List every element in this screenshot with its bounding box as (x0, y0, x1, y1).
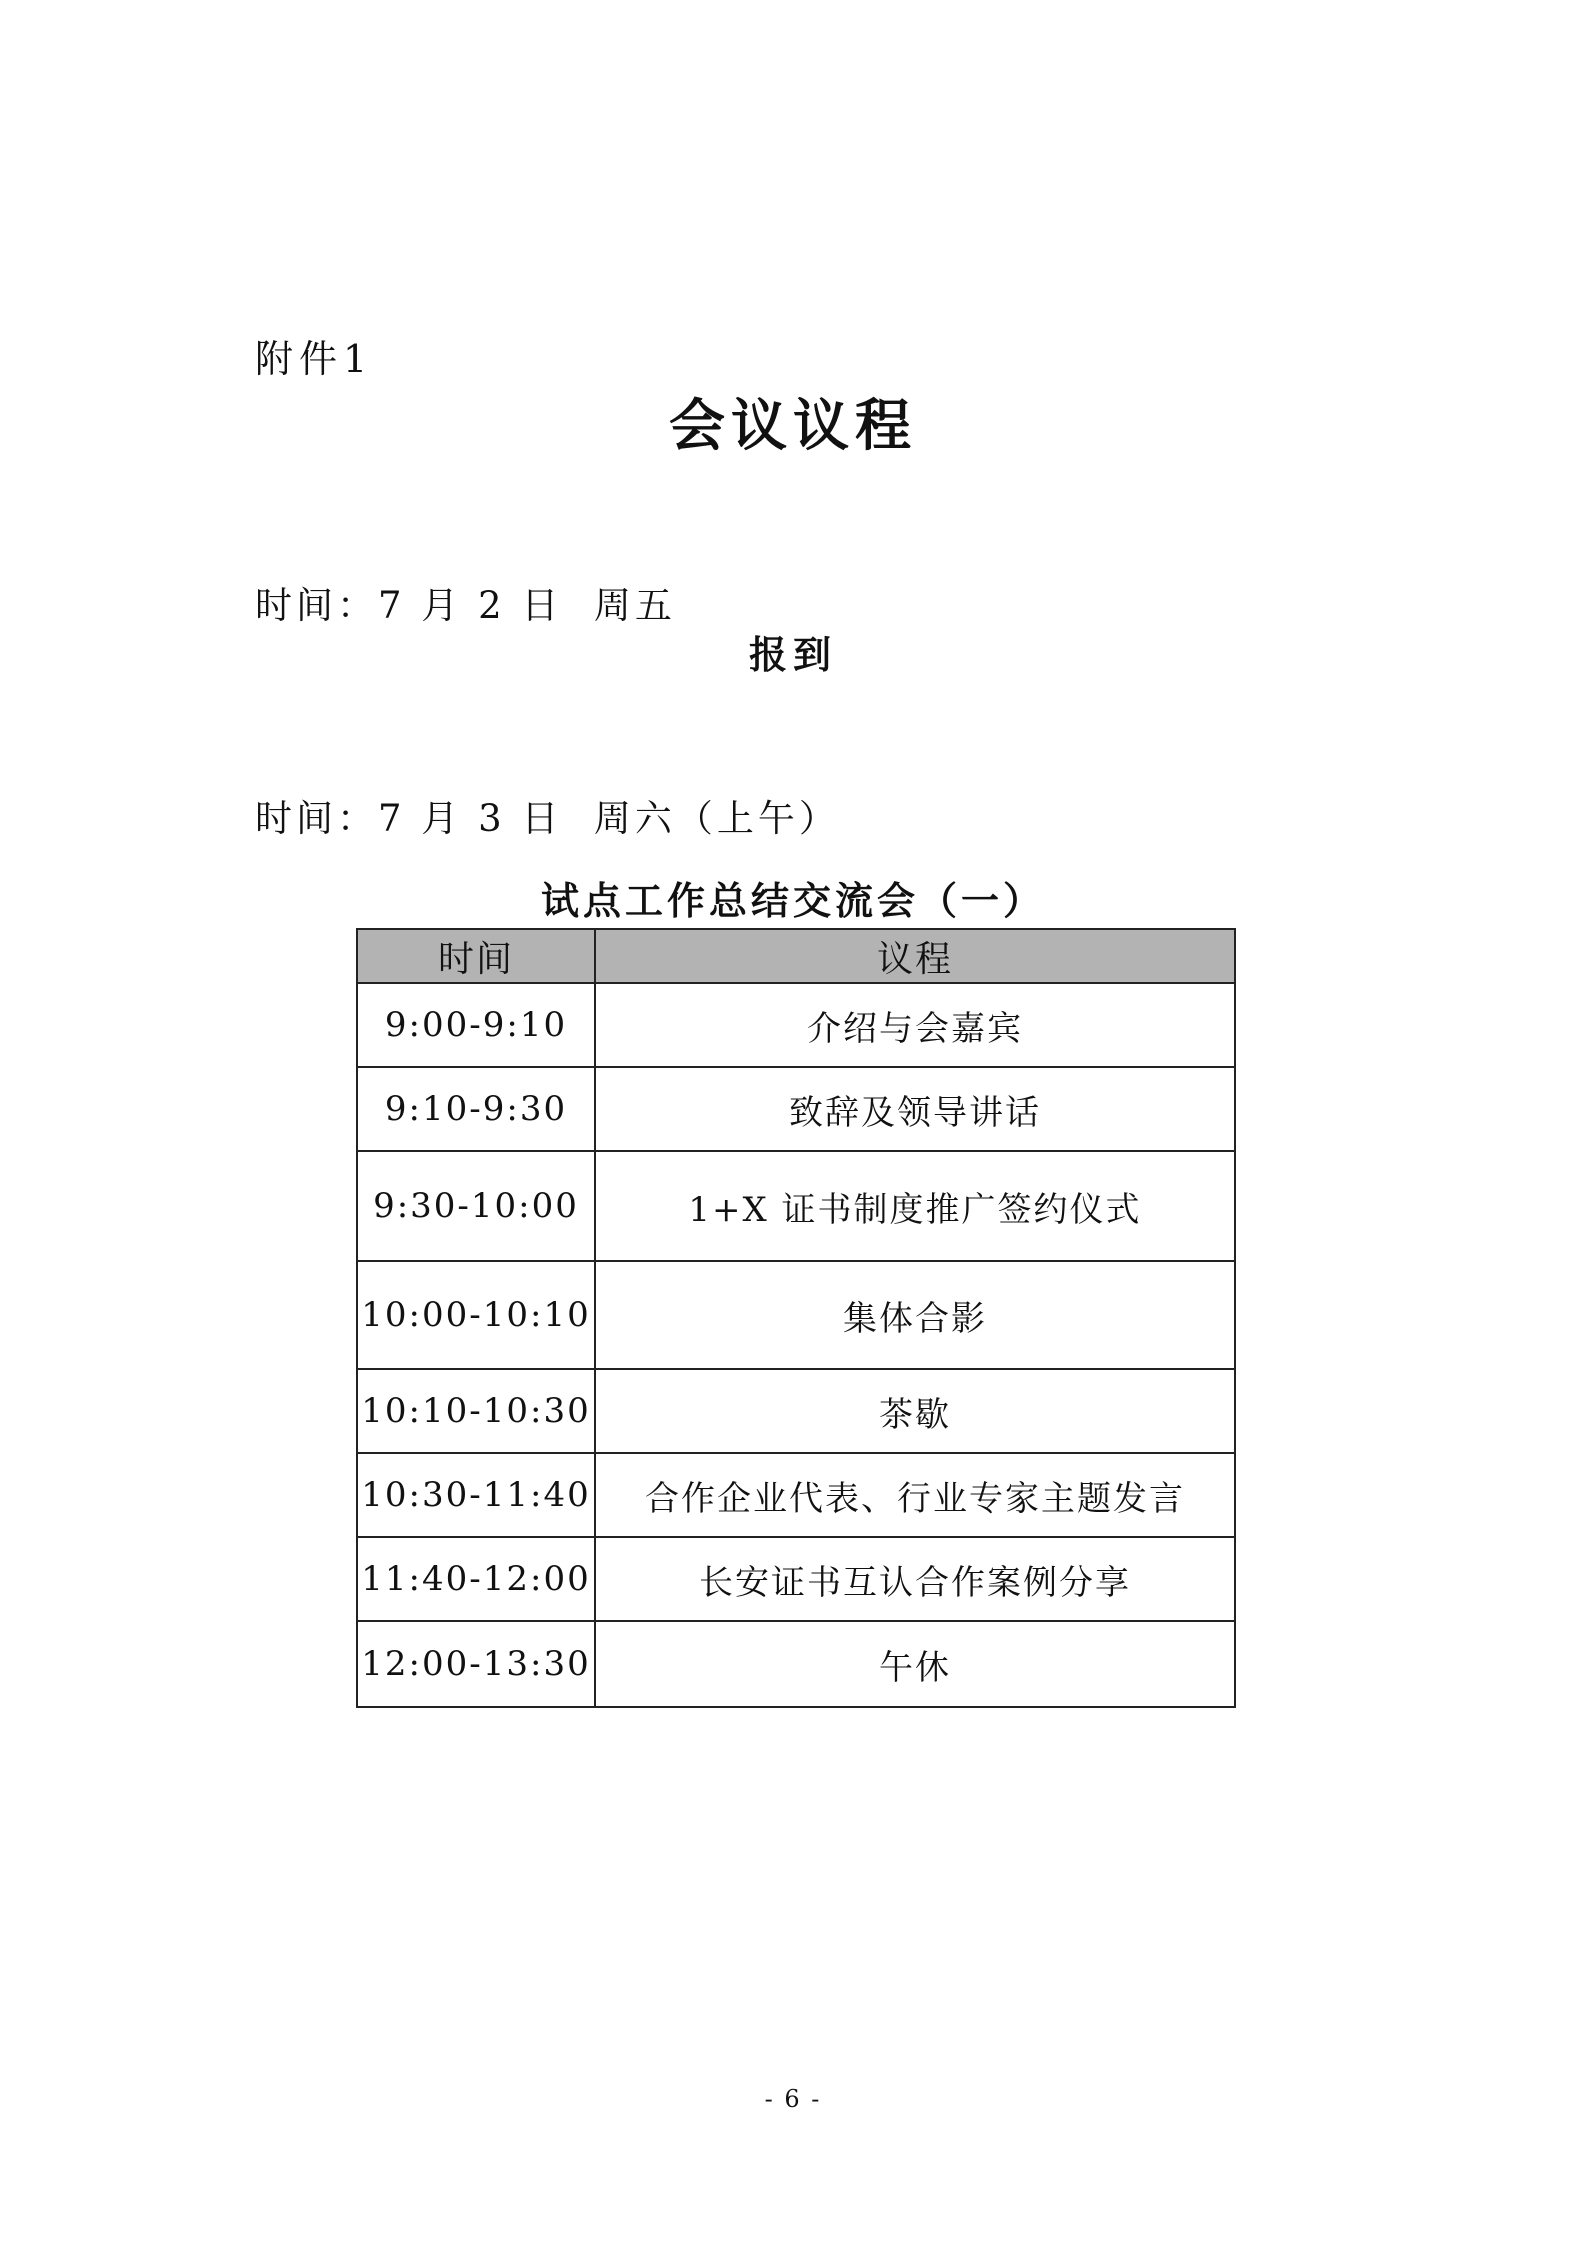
table-header-row (357, 929, 1235, 983)
row-time: 9:10-9:30 (357, 1067, 595, 1151)
page-title: 会议议程 (669, 393, 917, 459)
row-item: 长安证书互认合作案例分享 (595, 1537, 1235, 1621)
day1-activity: 报到 (748, 632, 837, 677)
row-time: 10:10-10:30 (357, 1369, 595, 1453)
row-time: 9:30-10:00 (357, 1151, 595, 1261)
table-row (357, 1067, 1235, 1151)
table-row (357, 1369, 1235, 1453)
table-row (357, 1151, 1235, 1261)
table-row (357, 1261, 1235, 1369)
page-number: - 6 - (764, 2085, 822, 2113)
row-item: 集体合影 (595, 1261, 1235, 1369)
table-row (357, 1537, 1235, 1621)
attachment-label: 附件1 (255, 337, 374, 381)
session-title: 试点工作总结交流会（一） (540, 878, 1045, 923)
row-item: 午休 (595, 1621, 1235, 1707)
row-item: 1+X 证书制度推广签约仪式 (595, 1151, 1235, 1261)
day2-time-line: 时间：7 月 3 日 周六（上午） (255, 797, 840, 840)
header-time: 时间 (357, 929, 595, 983)
row-item: 介绍与会嘉宾 (595, 983, 1235, 1067)
row-item: 致辞及领导讲话 (595, 1067, 1235, 1151)
row-time: 12:00-13:30 (357, 1621, 595, 1707)
row-item: 茶歇 (595, 1369, 1235, 1453)
table-row (357, 1621, 1235, 1707)
header-agenda: 议程 (595, 929, 1235, 983)
row-time: 11:40-12:00 (357, 1537, 595, 1621)
table-row (357, 1453, 1235, 1537)
table-row (357, 983, 1235, 1067)
day1-time-line: 时间：7 月 2 日 周五 (255, 584, 676, 627)
agenda-table (356, 928, 1236, 1708)
row-time: 10:00-10:10 (357, 1261, 595, 1369)
row-item: 合作企业代表、行业专家主题发言 (595, 1453, 1235, 1537)
row-time: 9:00-9:10 (357, 983, 595, 1067)
row-time: 10:30-11:40 (357, 1453, 595, 1537)
